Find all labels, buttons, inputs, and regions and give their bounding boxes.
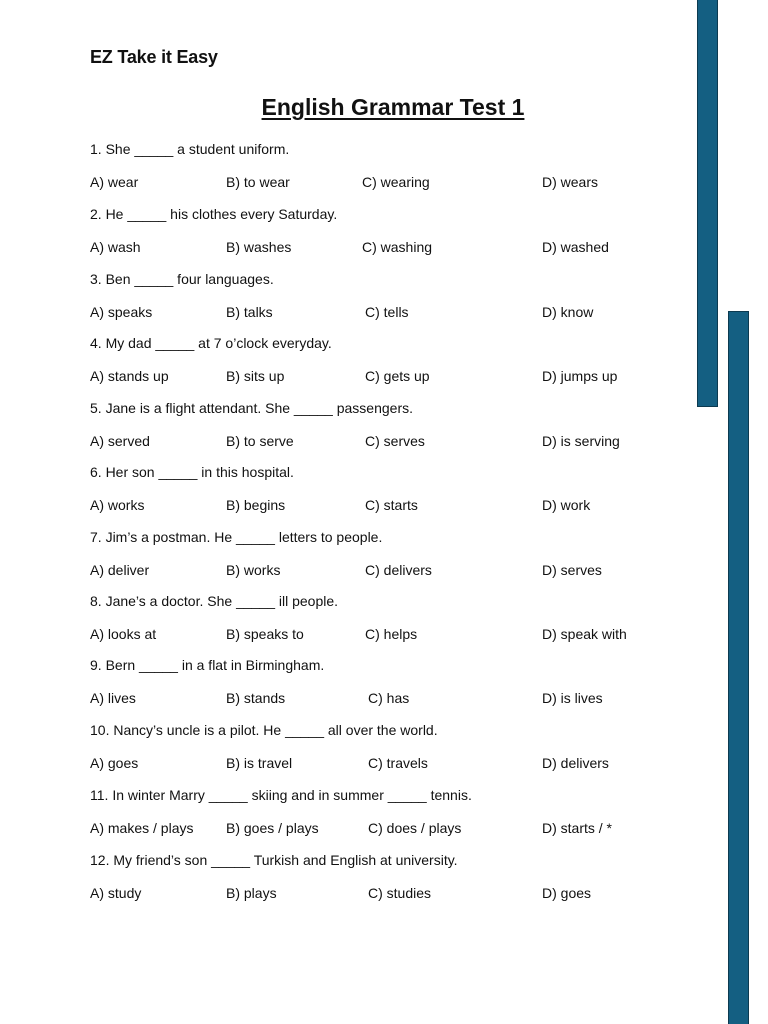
option-a: A) speaks <box>90 304 153 320</box>
answer-options <box>90 561 690 579</box>
option-a: A) looks at <box>90 626 157 642</box>
option-b: B) works <box>226 562 281 578</box>
answer-options <box>90 173 690 191</box>
option-d: D) goes <box>542 885 592 901</box>
option-b: B) sits up <box>226 368 285 384</box>
option-a: A) works <box>90 497 145 513</box>
decorative-side-bar-bottom <box>728 311 749 1024</box>
option-d: D) is serving <box>542 433 620 449</box>
option-b: B) talks <box>226 304 273 320</box>
question-text: 11. In winter Marry _____ skiing and in summer _____ tennis. <box>90 787 472 803</box>
option-d: D) delivers <box>542 755 609 771</box>
option-d: D) wears <box>542 174 599 190</box>
option-c: C) washing <box>362 239 433 255</box>
option-a: A) study <box>90 885 142 901</box>
option-a: A) goes <box>90 755 139 771</box>
option-c: C) starts <box>365 497 418 513</box>
option-c: C) tells <box>365 304 409 320</box>
option-c: C) wearing <box>362 174 430 190</box>
question-text: 10. Nancy’s uncle is a pilot. He _____ all over the world. <box>90 722 438 738</box>
question-text: 4. My dad _____ at 7 o’clock everyday. <box>90 335 332 351</box>
page-title: English Grammar Test 1 <box>261 94 525 120</box>
option-d: D) serves <box>542 562 602 578</box>
option-c: C) travels <box>368 755 428 771</box>
answer-options <box>90 303 690 321</box>
option-d: D) work <box>542 497 591 513</box>
option-a: A) wear <box>90 174 139 190</box>
answer-options <box>90 625 690 643</box>
answer-options <box>90 238 690 256</box>
question-text: 2. He _____ his clothes every Saturday. <box>90 206 338 222</box>
answer-options <box>90 819 690 837</box>
option-b: B) goes / plays <box>226 820 319 836</box>
option-d: D) know <box>542 304 594 320</box>
option-b: B) begins <box>226 497 286 513</box>
question-text: 7. Jim’s a postman. He _____ letters to people. <box>90 529 383 545</box>
option-c: C) does / plays <box>368 820 462 836</box>
option-d: D) speak with <box>542 626 627 642</box>
option-b: B) speaks to <box>226 626 304 642</box>
answer-options <box>90 884 690 902</box>
decorative-side-bar-top <box>697 0 718 407</box>
option-b: B) plays <box>226 885 277 901</box>
option-d: D) starts / * <box>542 820 613 836</box>
option-c: C) serves <box>365 433 425 449</box>
question-text: 8. Jane’s a doctor. She _____ ill people. <box>90 593 339 609</box>
option-c: C) delivers <box>365 562 432 578</box>
option-a: A) wash <box>90 239 141 255</box>
answer-options <box>90 754 690 772</box>
option-d: D) jumps up <box>542 368 618 384</box>
option-b: B) washes <box>226 239 292 255</box>
option-a: A) stands up <box>90 368 169 384</box>
answer-options <box>90 432 690 450</box>
question-text: 12. My friend’s son _____ Turkish and English at university. <box>90 852 458 868</box>
option-c: C) helps <box>365 626 418 642</box>
option-a: A) lives <box>90 690 136 706</box>
answer-options <box>90 496 690 514</box>
answer-options <box>90 367 690 385</box>
option-a: A) makes / plays <box>90 820 194 836</box>
option-d: D) is lives <box>542 690 603 706</box>
option-b: B) stands <box>226 690 286 706</box>
brand-label: EZ Take it Easy <box>90 47 218 67</box>
answer-options <box>90 689 690 707</box>
option-b: B) to wear <box>226 174 290 190</box>
question-text: 9. Bern _____ in a flat in Birmingham. <box>90 657 325 673</box>
question-text: 1. She _____ a student uniform. <box>90 141 290 157</box>
question-text: 5. Jane is a flight attendant. She _____ passengers. <box>90 400 414 416</box>
option-c: C) studies <box>368 885 432 901</box>
option-c: C) gets up <box>365 368 430 384</box>
option-b: B) is travel <box>226 755 293 771</box>
option-a: A) served <box>90 433 150 449</box>
option-d: D) washed <box>542 239 609 255</box>
question-text: 6. Her son _____ in this hospital. <box>90 464 294 480</box>
option-c: C) has <box>368 690 410 706</box>
question-text: 3. Ben _____ four languages. <box>90 271 274 287</box>
option-b: B) to serve <box>226 433 294 449</box>
option-a: A) deliver <box>90 562 150 578</box>
